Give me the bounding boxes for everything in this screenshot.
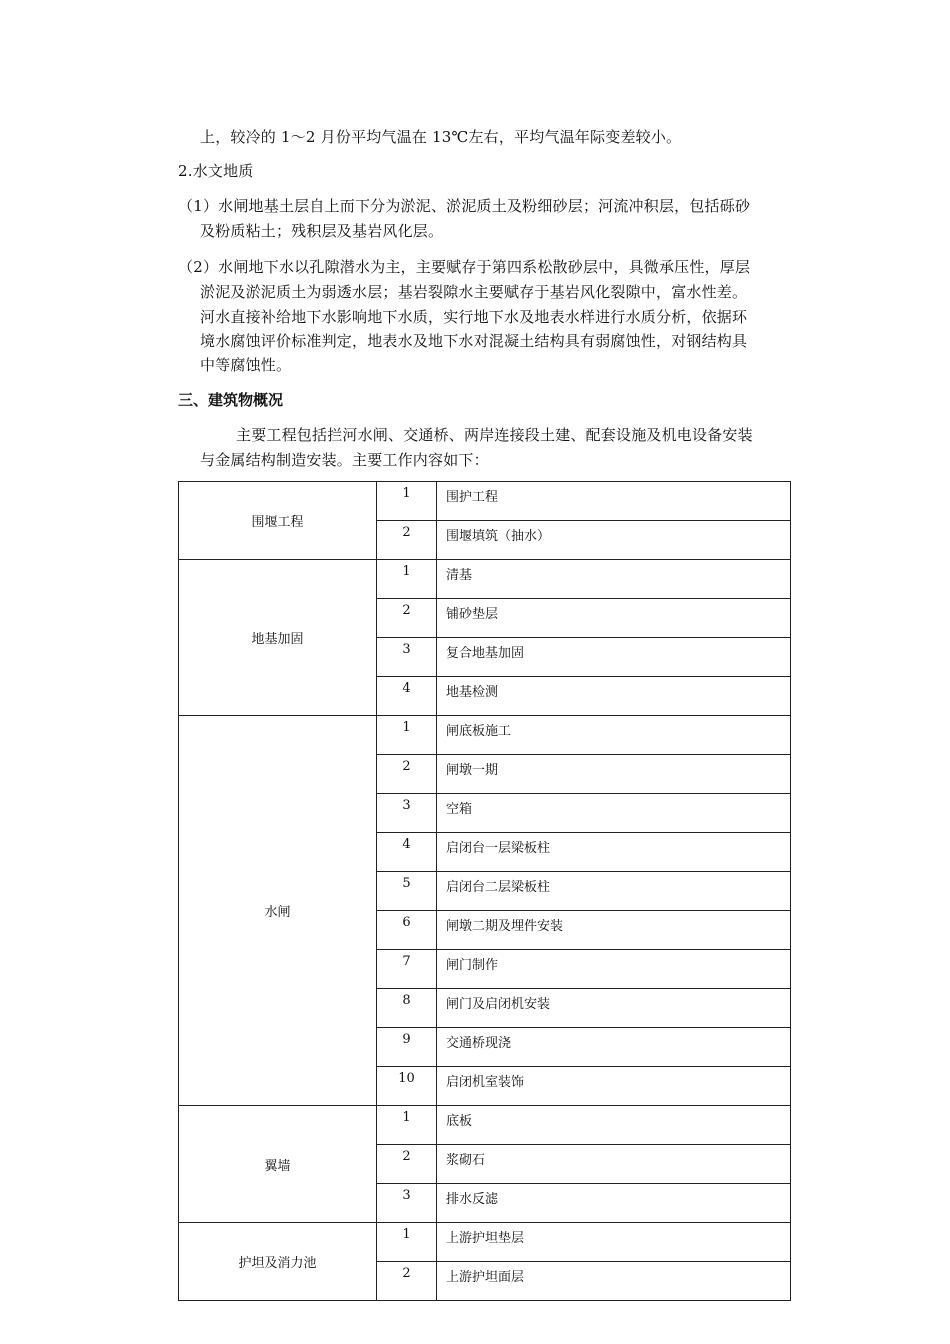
item-number-cell: 2 xyxy=(377,599,437,638)
work-item-cell: 围堰填筑（抽水） xyxy=(437,521,791,560)
work-content-table xyxy=(178,481,791,1301)
work-item-cell: 复合地基加固 xyxy=(437,638,791,677)
item-number-cell: 4 xyxy=(377,677,437,716)
work-item-cell: 闸墩二期及埋件安装 xyxy=(437,911,791,950)
work-item-cell: 上游护坦垫层 xyxy=(437,1223,791,1262)
work-item-cell: 启闭台一层梁板柱 xyxy=(437,833,791,872)
work-item-cell: 地基检测 xyxy=(437,677,791,716)
table-row xyxy=(179,560,791,599)
work-item-cell: 闸门及启闭机安装 xyxy=(437,989,791,1028)
work-item-cell: 上游护坦面层 xyxy=(437,1262,791,1301)
item-number-cell: 10 xyxy=(377,1067,437,1106)
section-buildings-title: 三、建筑物概况 xyxy=(178,391,284,409)
hydro-item-1-line-1: （1）水闸地基土层自上而下分为淤泥、淤泥质土及粉细砂层；河流冲积层，包括砾砂 xyxy=(178,197,751,215)
item-number-cell: 3 xyxy=(377,794,437,833)
work-item-cell: 底板 xyxy=(437,1106,791,1145)
item-number-cell: 2 xyxy=(377,1262,437,1301)
hydro-item-2-line-4: 境水腐蚀评价标准判定，地表水及地下水对混凝土结构具有弱腐蚀性，对钢结构具 xyxy=(200,332,748,350)
work-item-cell: 围护工程 xyxy=(437,482,791,521)
work-content-table-body xyxy=(179,482,791,1301)
item-number-cell: 1 xyxy=(377,1223,437,1262)
item-number-cell: 1 xyxy=(377,560,437,599)
item-number-cell: 2 xyxy=(377,1145,437,1184)
item-number-cell: 1 xyxy=(377,716,437,755)
section-hydrogeology-title: 2.水文地质 xyxy=(178,162,254,180)
table-row xyxy=(179,1223,791,1262)
hydro-item-1-line-2: 及粉质粘土；残积层及基岩风化层。 xyxy=(200,222,444,240)
work-item-cell: 排水反滤 xyxy=(437,1184,791,1223)
item-number-cell: 2 xyxy=(377,521,437,560)
category-cell: 护坦及消力池 xyxy=(179,1223,377,1301)
item-number-cell: 2 xyxy=(377,755,437,794)
table-row xyxy=(179,482,791,521)
item-number-cell: 4 xyxy=(377,833,437,872)
item-number-cell: 3 xyxy=(377,1184,437,1223)
item-number-cell: 6 xyxy=(377,911,437,950)
intro-line-2: 与金属结构制造安装。主要工作内容如下： xyxy=(200,451,489,469)
item-number-cell: 8 xyxy=(377,989,437,1028)
intro-line-1: 主要工程包括拦河水闸、交通桥、两岸连接段土建、配套设施及机电设备安装 xyxy=(236,426,753,444)
hydro-item-2-line-2: 淤泥及淤泥质土为弱透水层；基岩裂隙水主要赋存于基岩风化裂隙中，富水性差。 xyxy=(200,283,748,301)
work-item-cell: 闸门制作 xyxy=(437,950,791,989)
item-number-cell: 1 xyxy=(377,1106,437,1145)
work-item-cell: 清基 xyxy=(437,560,791,599)
item-number-cell: 9 xyxy=(377,1028,437,1067)
item-number-cell: 7 xyxy=(377,950,437,989)
category-cell: 地基加固 xyxy=(179,560,377,716)
hydro-item-2-line-5: 中等腐蚀性。 xyxy=(200,356,292,374)
work-item-cell: 浆砌石 xyxy=(437,1145,791,1184)
table-row xyxy=(179,716,791,755)
hydro-item-2-line-1: （2）水闸地下水以孔隙潜水为主，主要赋存于第四系松散砂层中，具微承压性，厚层 xyxy=(178,258,751,276)
table-row xyxy=(179,1106,791,1145)
item-number-cell: 1 xyxy=(377,482,437,521)
work-item-cell: 闸墩一期 xyxy=(437,755,791,794)
work-item-cell: 启闭台二层梁板柱 xyxy=(437,872,791,911)
item-number-cell: 3 xyxy=(377,638,437,677)
category-cell: 围堰工程 xyxy=(179,482,377,560)
work-item-cell: 铺砂垫层 xyxy=(437,599,791,638)
climate-paragraph-tail: 上，较冷的 1～2 月份平均气温在 13℃左右，平均气温年际变差较小。 xyxy=(200,128,682,146)
hydro-item-2-line-3: 河水直接补给地下水影响地下水质，实行地下水及地表水样进行水质分析，依据环 xyxy=(200,308,748,326)
category-cell: 水闸 xyxy=(179,716,377,1106)
work-item-cell: 闸底板施工 xyxy=(437,716,791,755)
work-item-cell: 交通桥现浇 xyxy=(437,1028,791,1067)
item-number-cell: 5 xyxy=(377,872,437,911)
category-cell: 翼墙 xyxy=(179,1106,377,1223)
work-item-cell: 启闭机室装饰 xyxy=(437,1067,791,1106)
work-item-cell: 空箱 xyxy=(437,794,791,833)
